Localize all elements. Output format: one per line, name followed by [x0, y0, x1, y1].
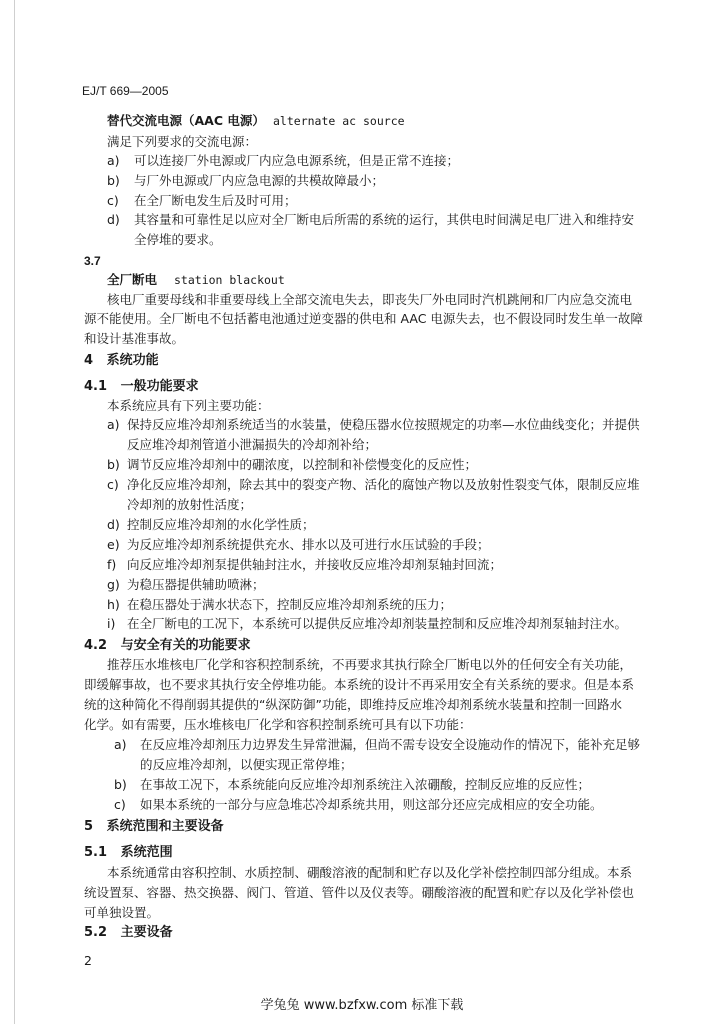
section-heading: 4.1 一般功能要求 [84, 379, 199, 394]
paragraph-line: 和设计基准事故。 [84, 331, 185, 346]
paragraph-line: 核电厂重要母线和非重要母线上全部交流电失去，即丧失厂外电同时汽机跳闸和厂内应急交流电 [107, 292, 633, 307]
list-item-continuation: 反应堆冷却剂管道小泄漏损失的冷却剂补给； [127, 437, 378, 452]
list-item: f) 向反应堆冷却剂泵提供轴封注水，并接收反应堆冷却剂泵轴封回流； [107, 557, 503, 572]
site-footer-watermark: 学兔兔 www.bzfxw.com 标准下载 [260, 998, 464, 1013]
list-item: i) 在全厂断电的工况下，本系统可以提供反应堆冷却剂装量控制和反应堆冷却剂泵轴封注水。 [107, 616, 628, 631]
section-heading: 4 系统功能 [84, 353, 159, 368]
list-item-continuation: 全停堆的要求。 [134, 232, 222, 247]
list-item: d) 其容量和可靠性足以应对全厂断电后所需的系统的运行，其供电时间满足电厂进入和维持安 [107, 212, 635, 227]
section-heading: 5.1 系统范围 [84, 845, 173, 860]
section-heading: 4.2 与安全有关的功能要求 [84, 638, 251, 653]
list-item: c) 如果本系统的一部分与应急堆芯冷却系统共用，则这部分还应完成相应的安全功能。 [114, 797, 603, 812]
paragraph-line: 化学。如有需要，压水堆核电厂化学和容积控制系统可具有以下功能： [84, 717, 472, 732]
paragraph-line: 可单独设置。 [84, 905, 160, 920]
standard-code-header: EJ/T 669—2005 [82, 84, 169, 98]
list-item: c) 在全厂断电发生后及时可用； [107, 193, 297, 208]
term-blackout-cn: 全厂断电 [107, 272, 158, 287]
term-aac-en: alternate ac source [273, 114, 405, 128]
paragraph-line: 推荐压水堆核电厂化学和容积控制系统，不再要求其执行除全厂断电以外的任何安全有关功能， [107, 657, 633, 672]
list-item: c) 净化反应堆冷却剂，除去其中的裂变产物、活化的腐蚀产物以及放射性裂变气体，限制反应堆 [107, 477, 640, 492]
list-item: b) 与厂外电源或厂内应急电源的共模故障最小； [107, 173, 385, 188]
list-item: a) 保持反应堆冷却剂系统适当的水装量，使稳压器水位按照规定的功率—水位曲线变化；并提供 [107, 417, 640, 432]
term-aac-cn: 替代交流电源（AAC 电源） [107, 113, 265, 128]
paragraph-line: 本系统通常由容积控制、水质控制、硼酸溶液的配制和贮存以及化学补偿控制四部分组成。本系 [107, 865, 633, 880]
list-item: b) 在事故工况下，本系统能向反应堆冷却剂系统注入浓硼酸，控制反应堆的反应性； [114, 777, 591, 792]
paragraph-line: 源不能使用。全厂断电不包括蓄电池通过逆变器的供电和 AAC 电源失去，也不假设同时发生单一故障 [84, 311, 643, 326]
paragraph-line: 统的这种简化不得削弱其提供的“纵深防御”功能，即维持反应堆冷却剂系统水装量和控制一回路水 [84, 697, 622, 712]
section-heading: 5.2 主要设备 [84, 925, 173, 940]
list-item-continuation: 的反应堆冷却剂，以便实现正常停堆； [140, 757, 353, 772]
term-blackout-en: station blackout [174, 273, 285, 287]
paragraph-line: 即缓解事故，也不要求其执行安全停堆功能。本系统的设计不再采用安全有关系统的要求。但是本系 [84, 677, 635, 692]
list-item: e) 为反应堆冷却剂系统提供充水、排水以及可进行水压试验的手段； [107, 537, 490, 552]
list-item: b) 调节反应堆冷却剂中的硼浓度，以控制和补偿慢变化的反应性； [107, 457, 478, 472]
list-item: d) 控制反应堆冷却剂的水化学性质； [107, 517, 315, 532]
list-item-continuation: 冷却剂的放射性活度； [127, 497, 253, 512]
list-item: a) 在反应堆冷却剂压力边界发生异常泄漏，但尚不需专设安全设施动作的情况下，能补充足够 [114, 737, 641, 752]
paragraph-line: 统设置泵、容器、热交换器、阀门、管道、管件以及仪表等。硼酸溶液的配置和贮存以及化学补偿也 [84, 885, 635, 900]
list-item: g) 为稳压器提供辅助喷淋； [107, 577, 265, 592]
section-heading: 5 系统范围和主要设备 [84, 819, 224, 834]
aac-intro: 满足下列要求的交流电源： [107, 134, 258, 149]
list-item: a) 可以连接厂外电源或厂内应急电源系统，但是正常不连接； [107, 153, 460, 168]
binding-edge-line [14, 0, 15, 1024]
section-intro: 本系统应具有下列主要功能： [107, 398, 270, 413]
clause-number: 3.7 [84, 254, 101, 268]
page-number: 2 [84, 953, 92, 968]
list-item: h) 在稳压器处于满水状态下，控制反应堆冷却剂系统的压力； [107, 597, 453, 612]
